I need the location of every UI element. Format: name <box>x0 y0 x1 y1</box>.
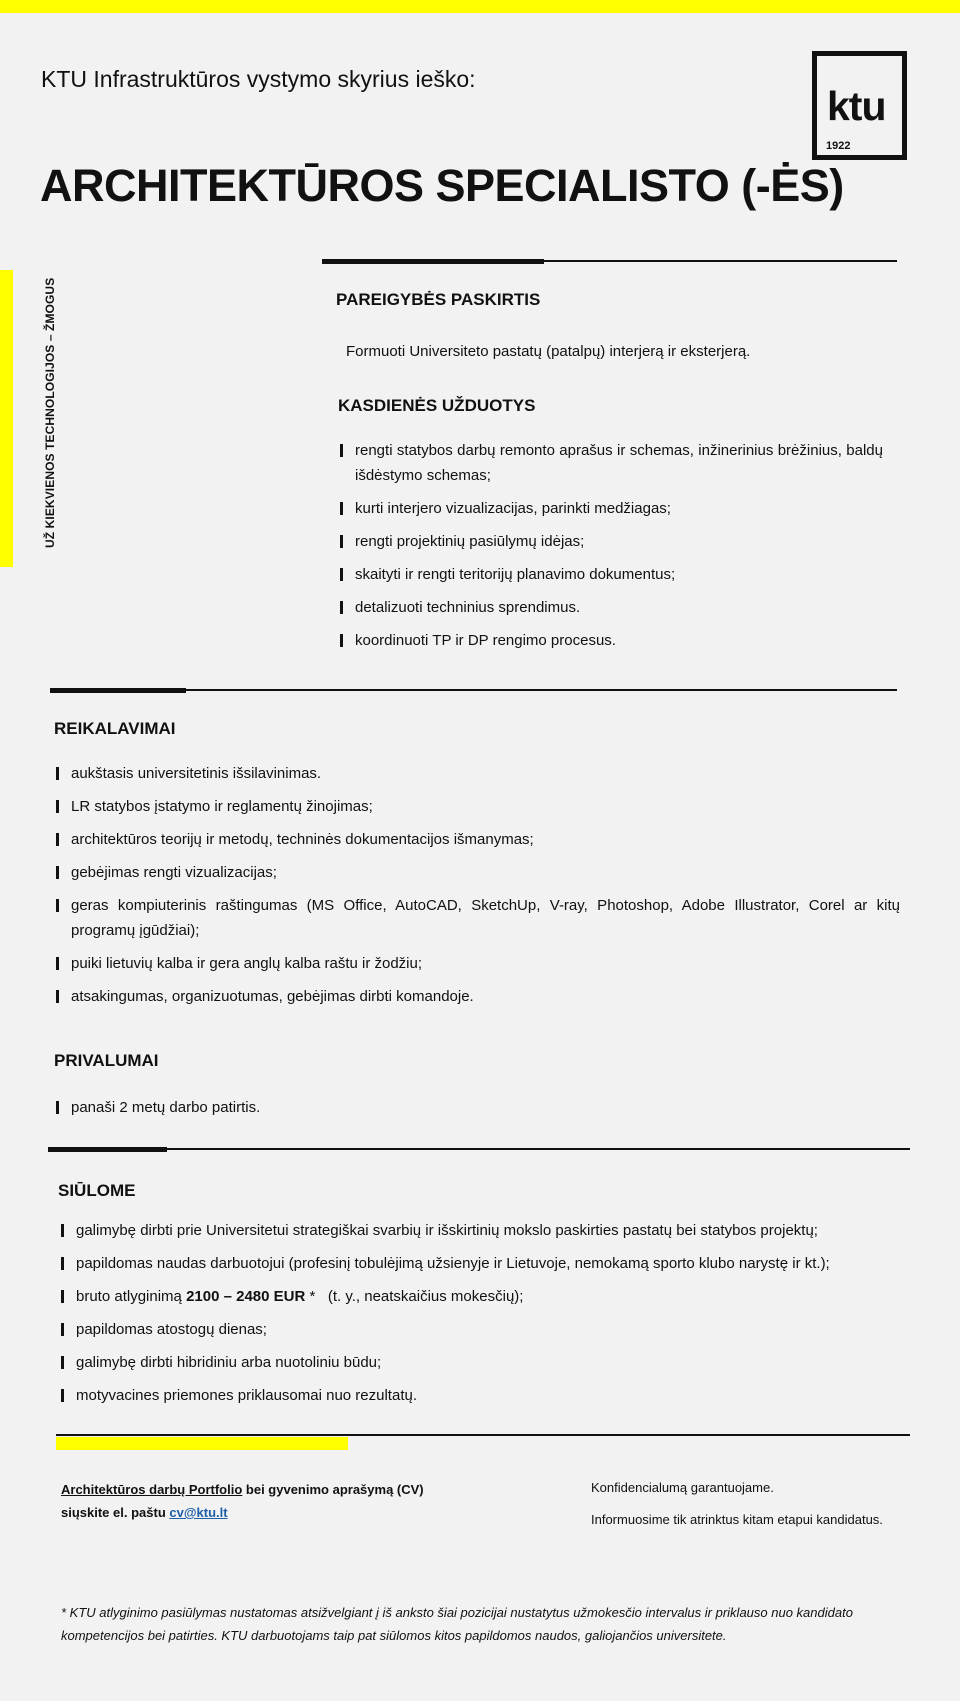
divider-accent <box>48 1147 167 1152</box>
bullet-icon <box>56 833 59 846</box>
bullet-icon <box>56 1101 59 1114</box>
bullet-icon <box>340 568 343 581</box>
list-item: LR statybos įstatymo ir reglamentų žinojimas; <box>56 794 900 819</box>
list-item: panaši 2 metų darbo patirtis. <box>56 1095 456 1120</box>
bullet-icon <box>56 957 59 970</box>
bullet-icon <box>340 444 343 457</box>
list-item: rengti statybos darbų remonto aprašus ir schemas, inžinerinius brėžinius, baldų išdėstymo schemas; <box>340 438 883 488</box>
bullet-icon <box>61 1224 64 1237</box>
list-item: galimybę dirbti hibridiniu arba nuotoliniu būdu; <box>61 1350 911 1375</box>
bullet-icon <box>340 535 343 548</box>
list-item: motyvacines priemones priklausomai nuo rezultatų. <box>61 1383 911 1408</box>
list-item: architektūros teorijų ir metodų, techninės dokumentacijos išmanymas; <box>56 827 900 852</box>
bullet-icon <box>61 1323 64 1336</box>
duties-list <box>340 438 883 661</box>
list-item: puiki lietuvių kalba ir gera anglų kalba raštu ir žodžiu; <box>56 951 900 976</box>
email-link[interactable]: cv@ktu.lt <box>169 1505 228 1520</box>
salary-item: bruto atlyginimą 2100 – 2480 EUR * (t. y., neatskaičius mokesčių); <box>61 1284 911 1309</box>
divider-line <box>48 1148 910 1150</box>
bullet-icon <box>61 1356 64 1369</box>
bullet-icon <box>56 767 59 780</box>
bullet-icon <box>340 502 343 515</box>
purpose-heading: PAREIGYBĖS PASKIRTIS <box>336 290 541 309</box>
list-item: papildomas atostogų dienas; <box>61 1317 911 1342</box>
list-item: gebėjimas rengti vizualizacijas; <box>56 860 900 885</box>
side-accent-bar <box>0 270 13 567</box>
bullet-icon <box>340 601 343 614</box>
confidentiality-note: Konfidencialumą garantuojame. <box>591 1480 774 1495</box>
logo-text: ktu <box>827 83 886 129</box>
list-item: galimybę dirbti prie Universitetui strategiškai svarbių ir išskirtinių mokslo paskirties pastatų bei statybos projektų; <box>61 1218 911 1243</box>
list-item: koordinuoti TP ir DP rengimo procesus. <box>340 628 883 653</box>
list-item: aukštasis universitetinis išsilavinimas. <box>56 761 900 786</box>
list-item: detalizuoti techninius sprendimus. <box>340 595 883 620</box>
advantages-heading: PRIVALUMAI <box>54 1051 159 1070</box>
divider-line <box>56 1434 910 1436</box>
divider-accent <box>50 688 186 693</box>
page-title: ARCHITEKTŪROS SPECIALISTO (-ĖS) <box>40 160 844 211</box>
purpose-text: Formuoti Universiteto pastatų (patalpų) interjerą ir eksterjerą. <box>346 343 751 360</box>
bullet-icon <box>56 866 59 879</box>
bullet-icon <box>61 1389 64 1402</box>
selection-note: Informuosime tik atrinktus kitam etapui kandidatus. <box>591 1512 883 1527</box>
salary-amount: 2100 – 2480 EUR <box>186 1288 306 1305</box>
requirements-list <box>56 761 900 1017</box>
cv-instructions: Architektūros darbų Portfolio bei gyvenimo aprašymą (CV) siųskite el. paštu cv@ktu.lt <box>61 1482 424 1520</box>
logo-year: 1922 <box>826 140 851 152</box>
offer-list <box>61 1218 911 1416</box>
divider-accent <box>322 259 544 264</box>
side-slogan: UŽ KIEKVIENOS TECHNOLOGIJOS – ŽMOGUS <box>43 277 57 548</box>
bullet-icon <box>56 800 59 813</box>
list-item: atsakingumas, organizuotumas, gebėjimas dirbti komandoje. <box>56 984 900 1009</box>
bullet-icon <box>56 990 59 1003</box>
top-accent-bar <box>0 0 960 13</box>
offer-heading: SIŪLOME <box>58 1181 136 1200</box>
duties-heading: KASDIENĖS UŽDUOTYS <box>338 396 536 415</box>
intro-line: KTU Infrastruktūros vystymo skyrius ieško: <box>41 66 476 92</box>
bullet-icon <box>340 634 343 647</box>
advantages-list <box>56 1095 456 1120</box>
footnote: * KTU atlyginimo pasiūlymas nustatomas atsižvelgiant į iš anksto šiai pozicijai nustatytus užmokesčio intervalus ir priklauso nuo kandidato kompetencijos bei patirties. KTU darbuotojams taip pat siūlomos kitos papildomos naudos, galiojančios universitete. <box>61 1605 853 1643</box>
list-item: papildomas naudas darbuotojui (profesinį tobulėjimą užsienyje ir Lietuvoje, nemokamą sporto klubo narystę ir kt.); <box>61 1251 911 1276</box>
bullet-icon <box>56 899 59 912</box>
requirements-heading: REIKALAVIMAI <box>54 719 176 738</box>
contact-accent <box>56 1437 348 1450</box>
list-item: rengti projektinių pasiūlymų idėjas; <box>340 529 883 554</box>
list-item: skaityti ir rengti teritorijų planavimo dokumentus; <box>340 562 883 587</box>
bullet-icon <box>61 1290 64 1303</box>
bullet-icon <box>61 1257 64 1270</box>
portfolio-text: Architektūros darbų Portfolio <box>61 1482 243 1497</box>
ktu-logo <box>812 51 907 160</box>
list-item: kurti interjero vizualizacijas, parinkti medžiagas; <box>340 496 883 521</box>
list-item: geras kompiuterinis raštingumas (MS Office, AutoCAD, SketchUp, V-ray, Photoshop, Adobe Illustrator, Corel ar kitų programų įgūdžiai); <box>56 893 900 943</box>
